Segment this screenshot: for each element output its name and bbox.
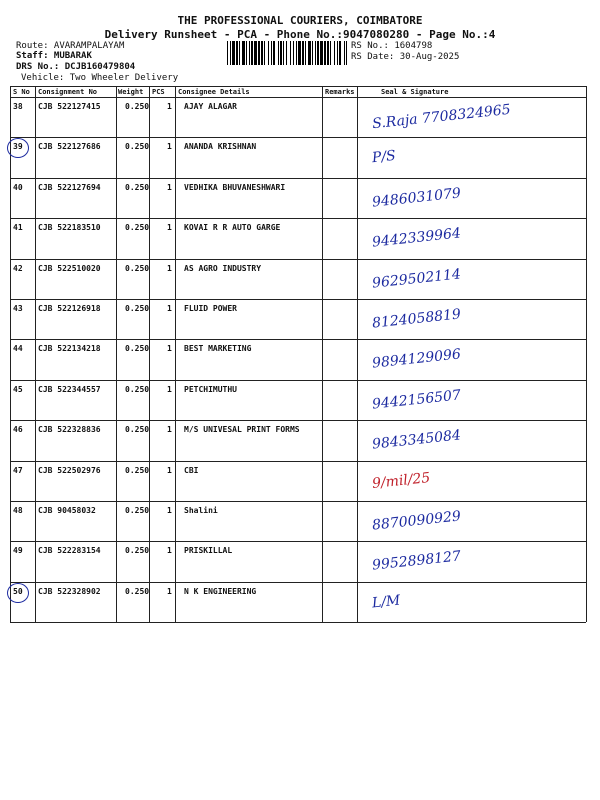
row-consignment-no: CJB 522328902 bbox=[38, 586, 101, 596]
row-consignee-name: ANANDA KRISHNAN bbox=[184, 142, 257, 152]
row-weight: 0.250 bbox=[125, 142, 150, 152]
row-signature: 9952898127 bbox=[371, 548, 462, 575]
row-consignment-no: CJB 522126918 bbox=[38, 304, 101, 313]
row-pcs: 1 bbox=[167, 384, 172, 394]
row-pcs: 1 bbox=[167, 586, 172, 596]
row-weight: 0.250 bbox=[125, 384, 150, 394]
row-consignee-name: FLUID POWER bbox=[184, 304, 237, 313]
row-signature: 9486031079 bbox=[371, 185, 462, 211]
row-sno: 44 bbox=[13, 344, 23, 354]
row-consignee-name: AJAY ALAGAR bbox=[184, 102, 237, 111]
table-top-border bbox=[10, 86, 586, 87]
row-sno: 48 bbox=[13, 506, 23, 515]
row-sno: 45 bbox=[13, 384, 23, 394]
row-signature: 8870090929 bbox=[371, 508, 462, 534]
row-pcs: 1 bbox=[167, 506, 172, 515]
row-weight: 0.250 bbox=[125, 304, 150, 313]
col-weight-header: Weight bbox=[118, 88, 144, 96]
staff-label: Staff: MUBARAK bbox=[16, 51, 92, 61]
row-weight: 0.250 bbox=[125, 506, 150, 515]
row-consignment-no: CJB 522127686 bbox=[38, 142, 101, 152]
row-sno: 42 bbox=[13, 263, 23, 273]
col-pcs-header: PCS bbox=[152, 88, 165, 96]
row-signature: 9/mil/25 bbox=[371, 469, 432, 492]
row-consignment-no: CJB 522134218 bbox=[38, 344, 101, 354]
row-consignee-name: PETCHIMUTHU bbox=[184, 384, 237, 394]
row-divider bbox=[10, 178, 586, 179]
runsheet-subtitle: Delivery Runsheet - PCA - Phone No.:9047080280 - Page No.:4 bbox=[104, 28, 496, 41]
row-divider bbox=[10, 259, 586, 260]
row-signature: 9894129096 bbox=[371, 346, 462, 373]
row-signature: L/M bbox=[371, 592, 402, 612]
row-consignee-name: VEDHIKA BHUVANESHWARI bbox=[184, 182, 286, 192]
rs-date: RS Date: 30-Aug-2025 bbox=[351, 52, 460, 62]
row-divider bbox=[10, 299, 586, 300]
table-header-border bbox=[10, 97, 586, 98]
row-weight: 0.250 bbox=[125, 425, 150, 435]
row-signature: 9442339964 bbox=[371, 225, 462, 251]
row-pcs: 1 bbox=[167, 344, 172, 354]
row-consignment-no: CJB 522127694 bbox=[38, 182, 101, 192]
col-consignee-header: Consignee Details bbox=[178, 88, 250, 96]
rs-number: RS No.: 1604798 bbox=[351, 41, 433, 51]
row-pcs: 1 bbox=[167, 142, 172, 152]
company-title: THE PROFESSIONAL COURIERS, COIMBATORE bbox=[177, 14, 423, 27]
row-signature: 9629502114 bbox=[371, 265, 462, 292]
row-weight: 0.250 bbox=[125, 182, 150, 192]
row-consignee-name: N K ENGINEERING bbox=[184, 586, 257, 596]
row-consignment-no: CJB 522283154 bbox=[38, 546, 101, 556]
row-consignment-no: CJB 522510020 bbox=[38, 263, 101, 273]
row-signature: 9442156507 bbox=[371, 387, 462, 413]
row-pcs: 1 bbox=[167, 546, 172, 556]
row-weight: 0.250 bbox=[125, 344, 150, 354]
row-divider bbox=[10, 461, 586, 462]
row-divider bbox=[10, 582, 586, 583]
row-consignment-no: CJB 522344557 bbox=[38, 384, 101, 394]
row-divider bbox=[10, 218, 586, 219]
row-pcs: 1 bbox=[167, 102, 172, 111]
row-sno: 40 bbox=[13, 182, 23, 192]
col-seal-header: Seal & Signature bbox=[381, 88, 449, 96]
col-consignment-header: Consignment No bbox=[38, 88, 98, 96]
vehicle-label: Vehicle: Two Wheeler Delivery bbox=[21, 73, 179, 83]
row-sno: 46 bbox=[13, 425, 23, 435]
row-sno: 43 bbox=[13, 304, 23, 313]
col-sno-header: S No bbox=[13, 88, 30, 96]
row-weight: 0.250 bbox=[125, 465, 150, 475]
row-divider bbox=[10, 420, 586, 421]
row-pcs: 1 bbox=[167, 263, 172, 273]
row-signature: 8124058819 bbox=[371, 306, 462, 332]
row-consignee-name: CBI bbox=[184, 465, 199, 475]
row-consignee-name: Shalini bbox=[184, 506, 218, 515]
row-consignee-name: M/S UNIVESAL PRINT FORMS bbox=[184, 425, 300, 435]
row-weight: 0.250 bbox=[125, 223, 150, 233]
row-divider bbox=[10, 339, 586, 340]
row-divider bbox=[10, 137, 586, 138]
row-pcs: 1 bbox=[167, 223, 172, 233]
row-signature: P/S bbox=[371, 148, 397, 167]
row-sno: 39 bbox=[13, 142, 23, 152]
row-divider bbox=[10, 501, 586, 502]
row-consignee-name: KOVAI R R AUTO GARGE bbox=[184, 223, 281, 233]
row-pcs: 1 bbox=[167, 465, 172, 475]
row-sno: 41 bbox=[13, 223, 23, 233]
row-sno: 50 bbox=[13, 586, 23, 596]
row-consignment-no: CJB 90458032 bbox=[38, 506, 96, 515]
row-consignment-no: CJB 522328836 bbox=[38, 425, 101, 435]
row-consignee-name: PRISKILLAL bbox=[184, 546, 233, 556]
row-sno: 47 bbox=[13, 465, 23, 475]
row-pcs: 1 bbox=[167, 425, 172, 435]
row-divider bbox=[10, 541, 586, 542]
column-divider bbox=[586, 86, 587, 622]
drs-number: DRS No.: DCJB160479804 bbox=[16, 62, 136, 72]
row-weight: 0.250 bbox=[125, 586, 150, 596]
row-pcs: 1 bbox=[167, 182, 172, 192]
row-signature: 9843345084 bbox=[371, 427, 462, 453]
row-weight: 0.250 bbox=[125, 546, 150, 556]
row-divider bbox=[10, 622, 586, 623]
route-label: Route: AVARAMPALAYAM bbox=[16, 41, 125, 51]
row-consignment-no: CJB 522183510 bbox=[38, 223, 101, 233]
barcode-icon bbox=[227, 41, 347, 65]
row-consignee-name: AS AGRO INDUSTRY bbox=[184, 263, 262, 273]
row-weight: 0.250 bbox=[125, 263, 150, 273]
row-divider bbox=[10, 380, 586, 381]
row-consignee-name: BEST MARKETING bbox=[184, 344, 252, 354]
row-sno: 38 bbox=[13, 102, 23, 111]
row-consignment-no: CJB 522127415 bbox=[38, 102, 101, 111]
row-consignment-no: CJB 522502976 bbox=[38, 465, 101, 475]
pen-circle-mark bbox=[7, 583, 29, 603]
row-sno: 49 bbox=[13, 546, 23, 556]
pen-circle-mark bbox=[7, 138, 29, 158]
row-signature: S.Raja 7708324965 bbox=[371, 101, 512, 133]
row-pcs: 1 bbox=[167, 304, 172, 313]
col-remarks-header: Remarks bbox=[325, 88, 355, 96]
row-weight: 0.250 bbox=[125, 102, 150, 111]
